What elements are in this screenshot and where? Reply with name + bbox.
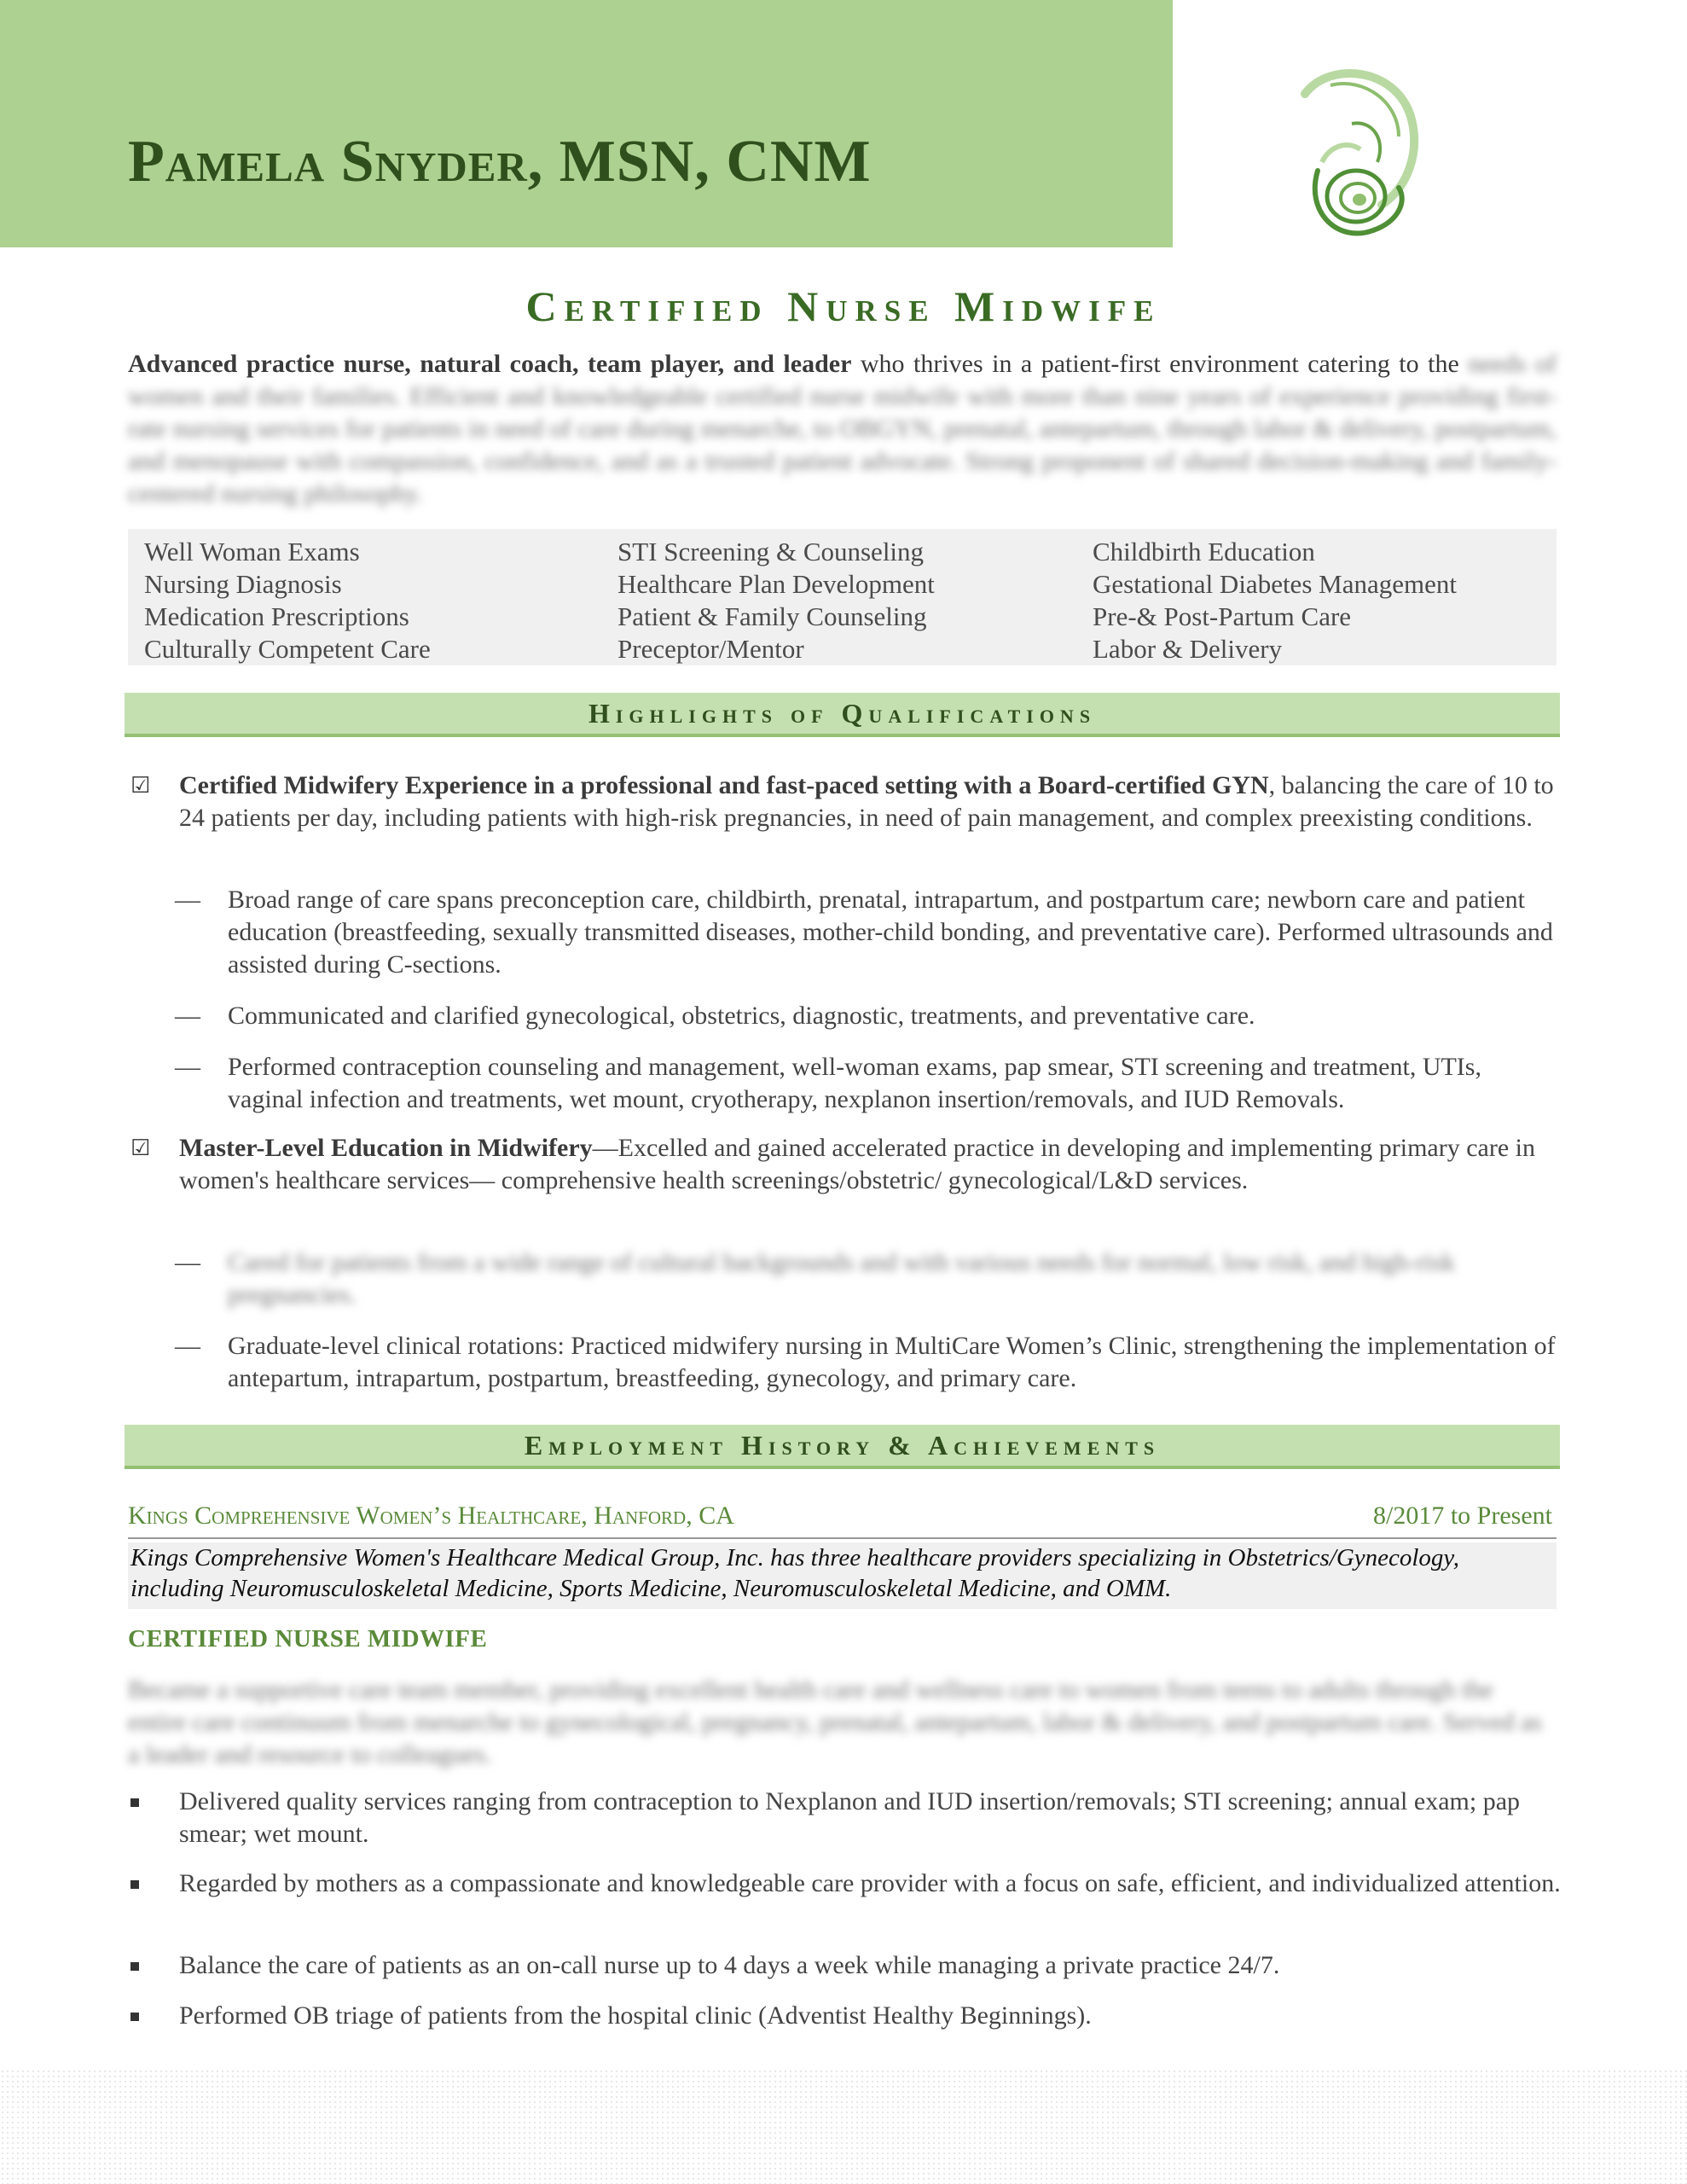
sub-item-text: Performed contraception counseling and management, well-woman exams, pap smear, STI screening and treatment, UTIs, vaginal infection and treatments, wet mount, cryotherapy, nexplanon insertion/removals, and IUD Removals. [228, 1053, 1481, 1113]
sub-item-text: Broad range of care spans preconception care, childbirth, prenatal, intrapartum, and postpartum care; newborn care and patient education (breastfeeding, sexually transmitted diseases, mother-child bonding, and preventative care). Performed ultrasounds and assisted during C-sections. [228, 886, 1553, 979]
summary-blurred: needs of women and their families. Efficient and knowledgeable certified nurse midwife with more than nine years of experience providing first-rate nursing services for patients in need of care during menarche, to OBGYN, prenatal, antepartum, through labor & delivery, postpartum, and menopause with compassion, confidence, and as a trusted patient advocate. Strong proponent of shared decision-making and family-centered nursing philosophy. [128, 350, 1557, 508]
employer-line [128, 1502, 1557, 1539]
qualification-text: , balancing the care of 10 to 24 patients per day, including patients with high-risk pregnancies, in need of pain management, and complex preexisting conditions. [179, 771, 1554, 832]
mother-and-child-icon [1271, 60, 1441, 247]
dash-icon: — [175, 1248, 200, 1276]
qualification-title: Master-Level Education in Midwifery [179, 1134, 593, 1162]
skills-column-2 [617, 536, 1093, 665]
dash-icon: — [175, 1053, 200, 1081]
qualification-text: —Excelled and gained accelerated practice in developing and implementing primary care in women's healthcare services— comprehensive health screenings/obstetric/ gynecological/L&D services. [179, 1134, 1535, 1194]
dotted-background-pattern [0, 2069, 1687, 2184]
skills-column-3 [1093, 536, 1553, 665]
candidate-name: Pamela Snyder, MSN, CNM [128, 129, 872, 195]
bullet-icon [130, 2013, 139, 2021]
summary-lead-rest: who thrives in a patient-first environment catering to the [851, 350, 1459, 378]
skill-item: Preceptor/Mentor [617, 634, 804, 664]
dash-icon: — [175, 886, 200, 914]
sub-item [175, 1000, 1557, 1032]
dash-icon: — [175, 1332, 200, 1360]
bullet-icon [130, 1880, 139, 1889]
bullet-icon [130, 1962, 139, 1971]
skill-item: Patient & Family Counseling [617, 601, 927, 631]
sub-item [175, 1051, 1557, 1116]
qualification-item [128, 1132, 1561, 1197]
skill-item: Gestational Diabetes Management [1093, 569, 1457, 599]
skills-column-1 [144, 536, 617, 665]
skill-item: Labor & Delivery [1093, 634, 1283, 664]
summary-lead: Advanced practice nurse, natural coach, team player, and leader [128, 350, 852, 378]
sub-item-text-blurred: Cared for patients from a wide range of cultural backgrounds and with various needs for normal, low risk, and high-risk pregnancies. [228, 1248, 1455, 1309]
sub-item [175, 1330, 1557, 1395]
job-title: Certified Nurse Midwife [525, 282, 1162, 330]
achievement-bullet: Regarded by mothers as a compassionate and knowledgeable care provider with a focus on safe, efficient, and individualized attention. [128, 1867, 1561, 1900]
header-band [0, 0, 1173, 247]
role-title: CERTIFIED NURSE MIDWIFE [128, 1625, 488, 1653]
bullet-icon [130, 1798, 139, 1807]
skill-item: Nursing Diagnosis [144, 569, 342, 599]
qualification-item [128, 770, 1561, 834]
achievement-bullet: Balance the care of patients as an on-call nurse up to 4 days a week while managing a private practice 24/7. [128, 1949, 1561, 1982]
section-heading-employment: Employment History & Achievements [125, 1425, 1560, 1469]
skill-item: Medication Prescriptions [144, 601, 409, 631]
checkbox-icon: ☑ [130, 773, 151, 799]
skill-item: Culturally Competent Care [144, 634, 431, 664]
checkbox-icon: ☑ [130, 1136, 151, 1161]
skill-item: STI Screening & Counseling [617, 537, 925, 566]
achievement-bullet: Delivered quality services ranging from contraception to Nexplanon and IUD insertion/removals; STI screening; annual exam; pap smear; wet mount. [128, 1786, 1561, 1850]
employment-dates: 8/2017 to Present [1373, 1502, 1552, 1530]
skill-item: Pre-& Post-Partum Care [1093, 601, 1352, 631]
achievement-bullet: Performed OB triage of patients from the hospital clinic (Adventist Healthy Beginnings). [128, 2000, 1561, 2032]
professional-summary [128, 348, 1557, 510]
company-name: Kings Comprehensive Women’s Healthcare [128, 1502, 582, 1530]
sub-item-text: Graduate-level clinical rotations: Practiced midwifery nursing in MultiCare Women’s Clinic, strengthening the implementation of antepartum, intrapartum, postpartum, breastfeeding, gynecology, and primary care. [228, 1332, 1556, 1392]
core-competencies [128, 529, 1557, 665]
skill-item: Healthcare Plan Development [617, 569, 935, 599]
section-heading-qualifications: Highlights of Qualifications [125, 693, 1560, 737]
sub-item [175, 884, 1557, 981]
skill-item: Childbirth Education [1093, 537, 1315, 566]
sub-item [175, 1246, 1557, 1311]
dash-icon: — [175, 1002, 200, 1030]
sub-item-text: Communicated and clarified gynecological, obstetrics, diagnostic, treatments, and preventative care. [228, 1002, 1255, 1030]
qualification-title: Certified Midwifery Experience in a professional and fast-paced setting with a Board-certified GYN [179, 771, 1269, 799]
role-summary-blurred: Became a supportive care team member, providing excellent health care and wellness care to women from teens to adults through the entire care continuum from menarche to gynecological, pregnancy, prenatal, antepartum, labor & delivery, and postpartum care. Served as a leader and resource to colleagues. [128, 1676, 1542, 1769]
company-location: , Hanford, CA [581, 1502, 734, 1530]
skill-item: Well Woman Exams [144, 537, 360, 566]
company-description: Kings Comprehensive Women's Healthcare Medical Group, Inc. has three healthcare providers specializing in Obstetrics/Gynecology, including Neuromusculoskeletal Medicine, Sports Medicine, Neuromusculoskeletal Medicine, and OMM. [128, 1542, 1557, 1609]
